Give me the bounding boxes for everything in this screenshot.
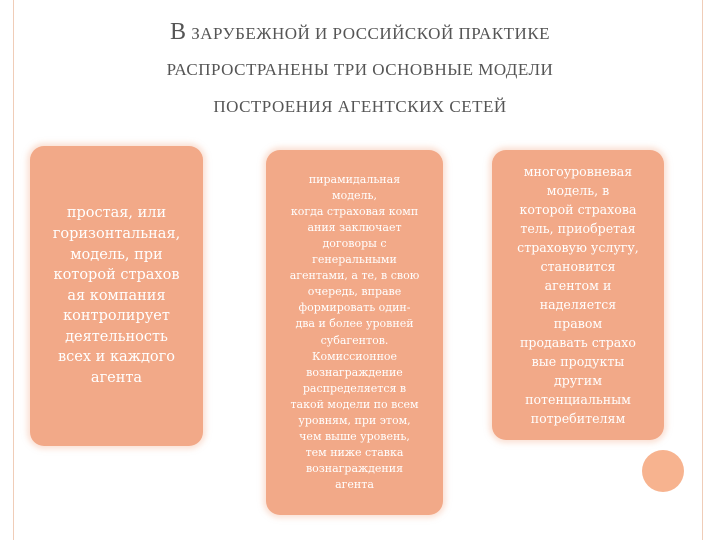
card-text-line: ая компания	[67, 287, 166, 304]
card-text-line: уровням, при этом,	[298, 413, 411, 427]
card-text-line: продавать страхо	[519, 335, 636, 350]
card-text-line: которой страхова	[519, 202, 637, 217]
card-multilevel-model	[492, 150, 664, 440]
card-text-line: тель, приобретая	[520, 221, 636, 236]
decorative-circle	[642, 450, 684, 492]
card-text-line: модель,	[332, 188, 377, 202]
card-text-line: потенциальным	[525, 392, 631, 407]
card-text-line: договоры с	[322, 236, 387, 250]
title-line-2-text: РАСПРОСТРАНЕНЫ ТРИ ОСНОВНЫЕ МОДЕЛИ	[166, 60, 554, 79]
card-text-line: деятельность	[65, 328, 168, 345]
card-text-line: тем ниже ставка	[305, 446, 404, 460]
card-text-line: другим	[553, 373, 602, 388]
card-horizontal-model	[30, 146, 203, 446]
title-line-3-text: ПОСТРОЕНИЯ АГЕНТСКИХ СЕТЕЙ	[213, 97, 507, 116]
card-text-line: многоуровневая	[523, 164, 633, 179]
card-text-line: чем выше уровень,	[299, 430, 410, 444]
card-text-line: субагентов.	[320, 333, 389, 347]
card-text-line: пирамидальная	[308, 172, 401, 186]
card-text-line: простая, или	[66, 205, 167, 222]
card-text-line: очередь, вправе	[307, 285, 402, 299]
left-frame-line	[13, 0, 14, 540]
card-text-line: агента	[335, 478, 374, 492]
card-text-line: которой страхов	[53, 267, 180, 284]
card-text-line: такой модели по всем	[290, 397, 419, 411]
card-text-line: формировать один-	[298, 301, 411, 315]
card-text-line: агента	[90, 370, 143, 387]
title-initial: В	[169, 19, 187, 45]
right-frame-line	[702, 0, 703, 540]
card-text-line: Комиссионное	[311, 349, 398, 363]
card-text-line: вознаграждения	[305, 462, 404, 476]
card-text-line: два и более уровней	[295, 317, 414, 331]
card-text-line: контролирует	[63, 308, 170, 325]
card-text-line: горизонтальная,	[52, 225, 181, 242]
title-line-2	[40, 51, 680, 88]
card-text-line: модель, в	[546, 183, 610, 198]
card-text-line: распределяется в	[302, 381, 407, 395]
slide-title	[40, 14, 680, 125]
card-text-line: генеральными	[312, 253, 397, 267]
card-text-line: страховую услугу,	[517, 240, 639, 255]
card-text-line: когда страховая комп	[290, 204, 419, 218]
card-text-line: вые продукты	[531, 354, 625, 369]
title-line-3	[40, 88, 680, 125]
card-pyramid-model	[266, 150, 443, 515]
card-text-line: становится	[540, 259, 616, 274]
title-line-1-text: ЗАРУБЕЖНОЙ И РОССИЙСКОЙ ПРАКТИКЕ	[186, 24, 551, 43]
card-text-line: наделяется	[539, 297, 617, 312]
card-text-line: вознаграждение	[306, 365, 403, 379]
card-text-line: ания заключает	[307, 220, 402, 234]
card-text-line: потребителям	[530, 411, 626, 426]
card-text-line: агентом и	[544, 278, 612, 293]
title-line-1	[40, 14, 680, 51]
card-text-line: правом	[553, 316, 603, 331]
card-text-line: агентами, а те, в свою	[289, 269, 420, 283]
card-text-line: модель, при	[70, 246, 163, 263]
card-text-line: всех и каждого	[58, 349, 175, 366]
